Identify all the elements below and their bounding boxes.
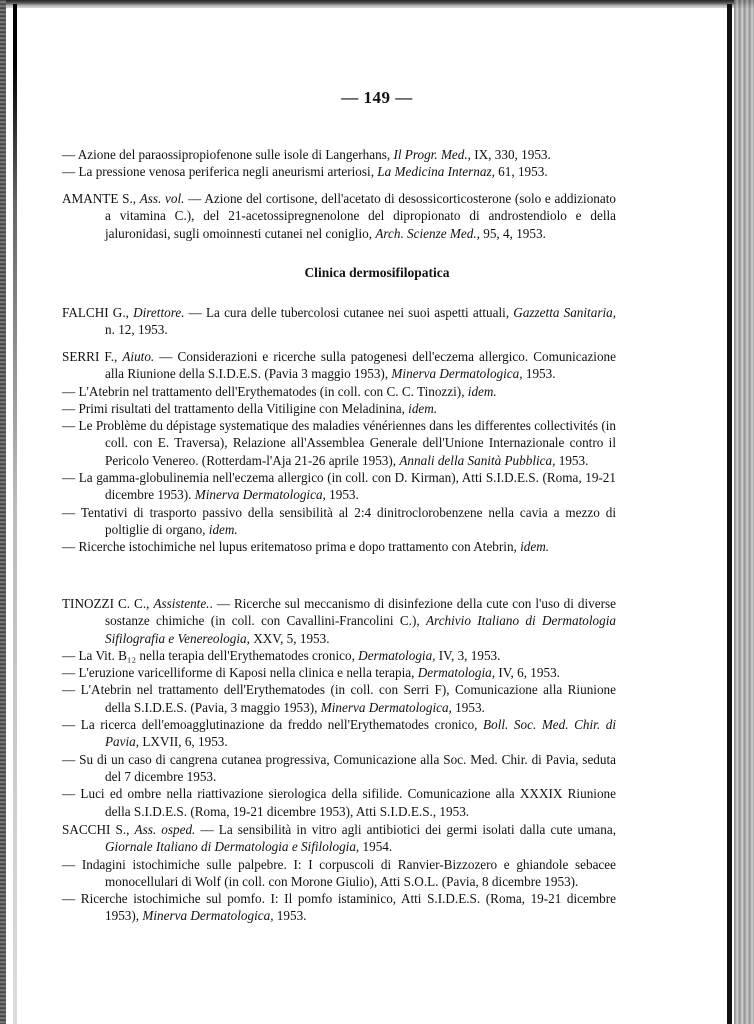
bibliography-entry [62,383,616,400]
citation-text: AMANTE S., [62,191,140,206]
bibliography-entry [62,751,616,786]
bibliography-entry [62,785,616,820]
citation-text: n. 12, 1953. [105,322,168,338]
bibliography-entry [62,304,616,339]
citation-text: — Tentativi di trasporto passivo della sensibilità al 2:4 dinitroclorobenzene nella cavia a mezzo di poltiglie di organo, [62,504,616,537]
entry-group-falchi [62,304,616,339]
bibliography-entry [62,890,616,925]
citation-italic-text: Archivio Italiano di Dermatologia Sifilografia e Venereologia, [105,613,616,646]
citation-text: XXV, 5, 1953. [249,630,330,646]
entry-group-top [62,146,616,181]
citation-text: — Azione del cortisone, dell'acetato di desossicorticosterone (solo e addizionato a vitamina C.), del 21-acetossipregnenolone del dipropionato di androstendiolo e della jaluronidasi, sugli omoinnesti cutanei nel coniglio, [105,191,617,241]
citation-italic-text: Aiuto. [122,349,155,364]
entry-group-tinozzi [62,595,616,820]
citation-text: — La Vit. B₁₂ nella terapia dell'Erythematodes cronico, [62,647,359,663]
bibliography-entry [62,595,616,647]
citation-italic-text: Giornale Italiano di Dermatologia e Sifilologia, [105,839,360,855]
binding-shadow-left [13,4,17,1024]
citation-text: — Ricerche istochimiche sul pomfo. I: Il pomfo istaminico, Atti S.I.D.E.S. (Roma, 19-21 dicembre 1953), [62,891,616,924]
citation-text: — La gamma-globulinemia nell'eczema allergico (in coll. con D. Kirman), Atti S.I.D.E.S. (Roma, 19-21 dicembre 1953). [62,470,616,503]
citation-text: — La sensibilità in vitro agli antibiotici dei germi isolati dalla cute umana, [195,822,616,837]
citation-text: — L'eruzione varicelliforme di Kaposi nella clinica e nella terapia, [62,665,418,681]
bibliography-entry [62,647,616,664]
citation-italic-text: Gazzetta Sanitaria, [513,305,617,320]
citation-italic-text: La Medicina Internaz, [377,164,495,180]
citation-text: — L'Atebrin nel trattamento dell'Erythematodes (in coll. con Serri F), Comunicazione alla Riunione della S.I.D.E.S. (Pavia, 3 maggio 1953), [62,682,616,715]
bibliography-entry [62,856,616,891]
bibliography-entry [62,504,616,539]
citation-text: , IX, 330, 1953. [467,147,551,162]
citation-text: 1953. [555,452,589,468]
citation-text: 1953. [451,699,485,715]
entry-group-serri [62,348,616,556]
citation-text: . — Ricerche sul meccanismo di disinfezione della cute con l'uso di diverse sostanze chimiche (in coll. con Cavallini-Francolini C.), [105,596,616,629]
citation-text: IV, 6, 1953. [495,665,560,681]
scan-edge-right [734,0,754,1024]
citation-text: — L'Atebrin nel trattamento dell'Erythematodes (in coll. con C. C. Tinozzi), [62,383,468,399]
citation-text: — La pressione venosa periferica negli aneurismi arteriosi, [62,164,378,180]
bibliography-entry [62,417,616,469]
bibliography-entry [62,821,616,856]
bibliography-entry [62,348,616,383]
citation-text: — La ricerca dell'emoagglutinazione da freddo nell'Erythematodes cronico, [62,717,484,733]
citation-italic-text: Ass. osped. [134,822,196,837]
scan-edge-top [0,0,754,8]
citation-text: SERRI F., [62,349,123,364]
citation-italic-text: Annali della Sanità Pubblica, [399,452,556,468]
citation-italic-text: Dermatologia, [417,665,496,681]
citation-italic-text: Direttore. [133,305,185,320]
citation-italic-text: idem. [208,521,238,537]
citation-text: — Su di un caso di cangrena cutanea progressiva, Comunicazione alla Soc. Med. Chir. di Pavia, seduta del 7 dicembre 1953. [62,751,616,784]
page-number: — 149 — [341,88,413,107]
citation-text: 95, 4, 1953. [479,225,546,241]
bibliography-entry [62,146,616,163]
citation-italic-text: idem. [467,383,497,399]
scan-edge-left [0,0,6,1024]
entry-group-amante [62,190,616,242]
citation-text: 1954. [359,839,393,855]
citation-text: TINOZZI C. C., [62,596,154,611]
citation-italic-text: Minerva Dermatologica, [142,908,274,924]
bibliography-entry [62,400,616,417]
citation-italic-text: Minerva Dermatologica, [391,366,523,382]
citation-text: 1953. [273,908,307,924]
citation-text: LXVII, 6, 1953. [139,734,228,750]
bibliography-entry [62,163,616,180]
section-heading: Clinica dermosifilopatica [304,265,450,280]
entry-group-sacchi [62,821,616,925]
citation-text: — Le Problème du dépistage systematique des maladies vénériennes dans les differentes collectivités (in coll. con E. Traversa), Relazione all'Assemblea Generale dell'Unione Internazionale contro il Pericolo Venereo. (Rotterdam-l'Aja 21-26 aprile 1953), [62,418,616,468]
citation-italic-text: idem. [520,539,550,555]
citation-italic-text: Assistente. [153,596,210,611]
bibliography-entry [62,190,616,242]
bibliography-entry [62,538,616,555]
citation-italic-text: Arch. Scienze Med., [375,225,480,241]
bibliography-entry [62,681,616,716]
bibliography-entry [62,469,616,504]
binding-shadow-right [727,4,732,1024]
citation-text: — Luci ed ombre nella riattivazione sierologica della sifilide. Comunicazione alla XXXIX Riunione della S.I.D.E.S. (Roma, 19-21 dicembre 1953), Atti S.I.D.E.S., 1953. [62,786,616,819]
citation-italic-text: Minerva Dermatologica, [320,699,452,715]
citation-italic-text: Ass. vol. [139,191,185,206]
citation-text: 1953. [325,487,359,503]
citation-text: — Indagini istochimiche sulle palpebre. I: I corpuscoli di Ranvier-Bizzozero e ghiandole sebacee monocellulari di Wolf (in coll. con Morone Giulio), Atti S.O.L. (Pavia, 8 dicembre 1953). [62,856,616,889]
citation-text: — Azione del paraossipropiofenone sulle isole di Langerhans, [62,147,394,162]
citation-text: — Considerazioni e ricerche sulla patogenesi dell'eczema allergico. Comunicazione alla Riunione della S.I.D.E.S. (Pavia 3 maggio 1953), [105,349,616,382]
citation-text: — La cura delle tubercolosi cutanee nei suoi aspetti attuali, [184,305,514,320]
citation-italic-text: idem. [408,400,438,416]
citation-text: — Ricerche istochimiche nel lupus eritematoso prima e dopo trattamento con Atebrin, [62,539,521,555]
bibliography-entry [62,716,616,751]
citation-text: 1953. [522,366,556,382]
citation-italic-text: Dermatologia, [358,647,436,663]
citation-italic-text: Il Progr. Med. [393,147,468,162]
citation-text: 61, 1953. [494,164,548,180]
citation-text: IV, 3, 1953. [435,647,501,663]
citation-text: SACCHI S., [62,822,135,837]
citation-text: — Primi risultati del trattamento della Vitiligine con Meladinina, [62,400,409,416]
citation-italic-text: Minerva Dermatologica, [194,487,326,503]
bibliography-entry [62,664,616,681]
citation-italic-text: Boll. Soc. Med. Chir. di Pavia, [105,717,616,750]
citation-text: FALCHI G., [62,305,134,320]
